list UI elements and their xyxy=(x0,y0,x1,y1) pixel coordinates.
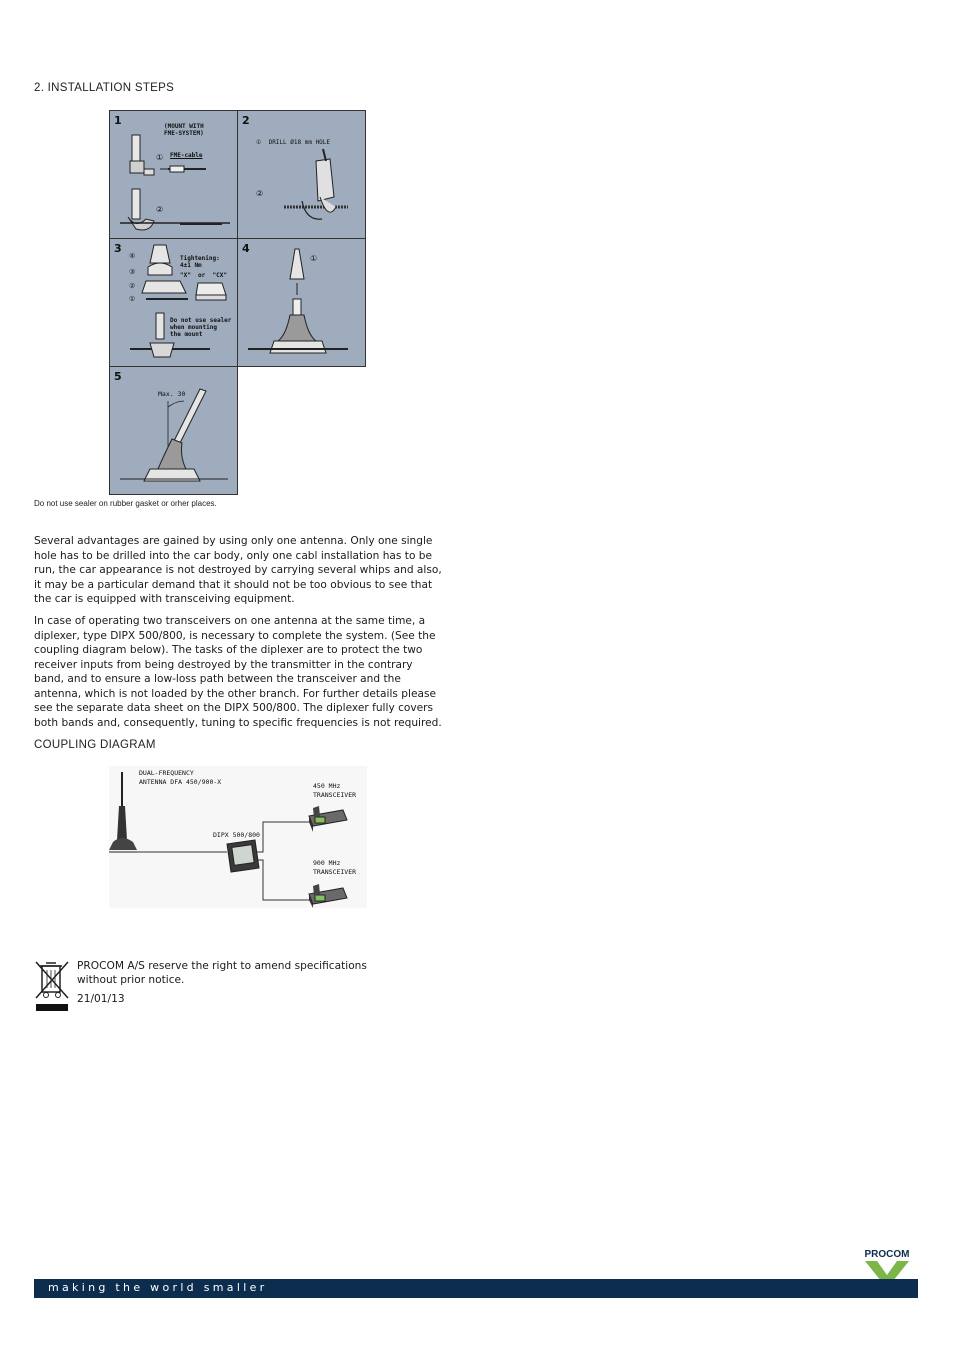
tilt-angle-illustration xyxy=(110,367,239,496)
paragraph: In case of operating two transceivers on one antenna at the same time, a diplexer, type DIPX 500/800, is necessary to complete the system. (See the coupling diagram below). The tasks of the diplexer are to protect the two receiver inputs from being destroyed by the transmitter in the contrary band, and to ensure a low-loss path between the transceiver and the antenna, which is not loaded by the other branch. For further details please see the separate data sheet on the DIPX 500/800. The diplexer fully covers both bands and, consequently, tuning to specific frequencies is not required. xyxy=(34,615,442,729)
whip-attach-illustration xyxy=(238,239,367,368)
footer-bar xyxy=(34,1279,918,1298)
section-title-coupling: COUPLING DIAGRAM xyxy=(34,739,156,751)
weee-crossed-bin-icon xyxy=(34,960,70,1012)
step-label: Tightening: 4±1 Nm xyxy=(180,255,220,269)
notice-date: 21/01/13 xyxy=(77,993,125,1005)
step-number: 2 xyxy=(242,114,250,127)
section-title-installation: 2. INSTALLATION STEPS xyxy=(34,82,175,94)
step-label: (MOUNT WITH FME-SYSTEM) xyxy=(164,123,204,137)
drill-illustration xyxy=(238,111,367,240)
step-label: ① xyxy=(310,254,318,263)
installation-steps-figure xyxy=(109,110,367,495)
step-label: ③ xyxy=(129,268,136,276)
footer-tagline: making the world smaller xyxy=(48,1281,268,1294)
step-number: 3 xyxy=(114,242,122,255)
step-number: 5 xyxy=(114,370,122,383)
step-number: 1 xyxy=(114,114,122,127)
step-panel-4 xyxy=(237,238,366,367)
step-label: ② xyxy=(129,282,136,290)
step-panel-3 xyxy=(109,238,238,367)
step-label: ② xyxy=(156,205,164,214)
step-label: Max. 30 xyxy=(158,390,186,398)
paragraph: Several advantages are gained by using only one antenna. Only one single hole has to be drilled into the car body, only one cabl installation has to be run, the car appearance is not destroyed by carrying several whips and also, it may be a particular demand that it should not be too obvious to see that the car is equipped with transceiving equipment. xyxy=(34,535,442,605)
step-panel-5 xyxy=(109,366,238,495)
step-label: ① xyxy=(156,153,164,162)
step-label: ② xyxy=(256,189,264,198)
transceiver-900-label: 900 MHz TRANSCEIVER xyxy=(313,859,357,876)
diplexer-label: DIPX 500/800 xyxy=(213,831,260,839)
step-panel-1 xyxy=(109,110,238,239)
notice-line-2: without prior notice. xyxy=(77,974,185,986)
step-number: 4 xyxy=(242,242,250,255)
step-label: ① DRILL Ø18 mm HOLE xyxy=(256,139,331,146)
brand-name: PROCOM xyxy=(864,1249,910,1260)
antenna-fme-illustration xyxy=(110,111,239,240)
step-label: FME-cable xyxy=(170,152,203,159)
antenna-label: DUAL-FREQUENCY ANTENNA DFA 450/900-X xyxy=(139,769,222,786)
notice-line-1: PROCOM A/S reserve the right to amend specifications xyxy=(77,960,367,972)
step-label: ④ xyxy=(129,252,136,260)
mount-assembly-illustration xyxy=(110,239,239,368)
step-label: "X" or "CX" xyxy=(180,272,227,279)
installation-caption: Do not use sealer on rubber gasket or orher places. xyxy=(34,499,217,508)
step-label: ① xyxy=(129,295,136,303)
coupling-diagram xyxy=(109,766,367,908)
step-panel-2 xyxy=(237,110,366,239)
step-label: Do not use sealer when mounting the mount xyxy=(170,317,232,338)
transceiver-450-label: 450 MHz TRANSCEIVER xyxy=(313,782,357,799)
